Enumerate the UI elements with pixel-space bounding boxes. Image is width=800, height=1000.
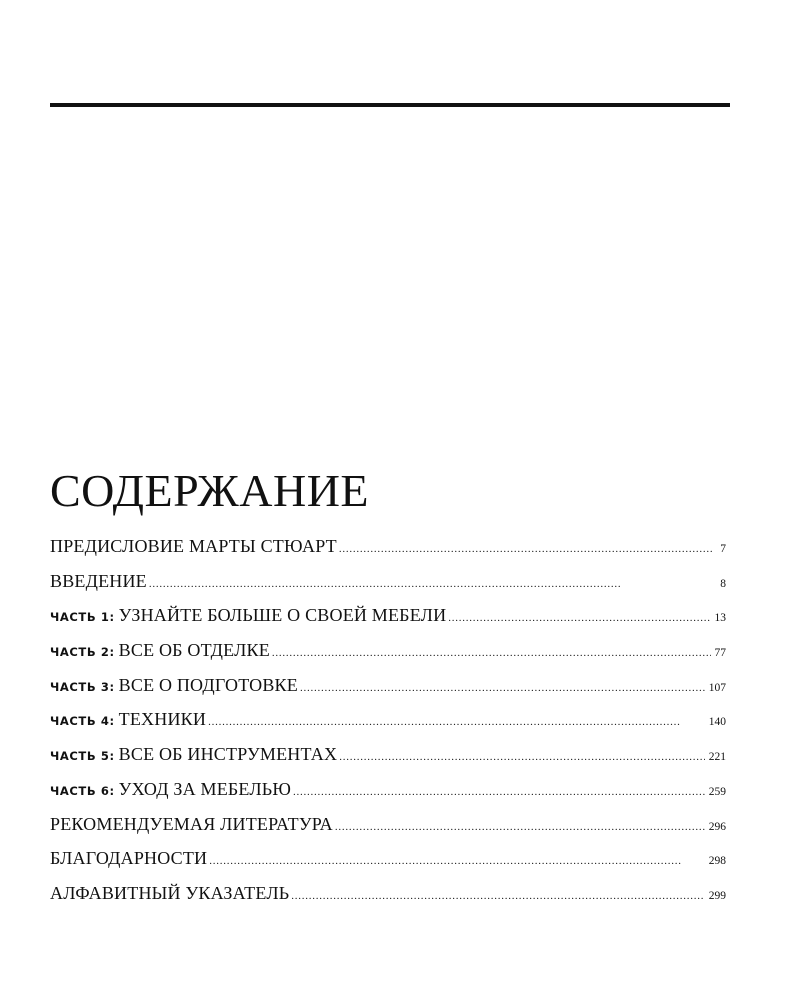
toc-page-number: 259 bbox=[708, 785, 726, 798]
toc-entry-title: РЕКОМЕНДУЕМАЯ ЛИТЕРАТУРА bbox=[50, 813, 333, 834]
dot-leader bbox=[272, 647, 711, 659]
toc-list bbox=[50, 536, 726, 918]
toc-entry-title: АЛФАВИТНЫЙ УКАЗАТЕЛЬ bbox=[50, 882, 290, 903]
dot-leader bbox=[335, 821, 705, 833]
toc-page-number: 140 bbox=[708, 716, 726, 729]
toc-page-number: 7 bbox=[720, 543, 726, 555]
toc-entry-title: ВСЕ ОБ ОТДЕЛКЕ bbox=[118, 640, 270, 661]
toc-entry-title: ВСЕ О ПОДГОТОВКЕ bbox=[118, 674, 298, 695]
toc-page-number: 299 bbox=[708, 889, 726, 902]
toc-page-number: 107 bbox=[708, 681, 726, 694]
toc-page-number: 298 bbox=[708, 855, 726, 868]
toc-page-number: 221 bbox=[708, 751, 726, 764]
top-rule bbox=[50, 103, 730, 107]
toc-entry-title: БЛАГОДАРНОСТИ bbox=[50, 848, 208, 869]
toc-page-number: 77 bbox=[714, 647, 726, 660]
dot-leader bbox=[339, 543, 712, 555]
toc-part-label: ЧАСТЬ 2: bbox=[50, 645, 115, 660]
dot-leader bbox=[209, 855, 704, 867]
toc-heading: СОДЕРЖАНИЕ bbox=[50, 465, 370, 516]
toc-entry[interactable] bbox=[50, 814, 726, 849]
toc-entry-title: ПРЕДИСЛОВИЕ МАРТЫ СТЮАРТ bbox=[50, 536, 337, 556]
toc-entry[interactable] bbox=[50, 536, 726, 571]
toc-entry[interactable] bbox=[50, 605, 726, 640]
toc-part-label: ЧАСТЬ 3: bbox=[50, 679, 115, 694]
toc-entry[interactable] bbox=[50, 848, 726, 883]
toc-entry-title: ТЕХНИКИ bbox=[118, 709, 207, 730]
toc-entry-title: ВВЕДЕНИЕ bbox=[50, 570, 147, 591]
toc-page-number: 296 bbox=[708, 820, 726, 833]
dot-leader bbox=[149, 578, 712, 590]
toc-entry-title: УХОД ЗА МЕБЕЛЬЮ bbox=[118, 778, 292, 799]
toc-entry[interactable] bbox=[50, 709, 726, 744]
toc-entry[interactable] bbox=[50, 744, 726, 779]
toc-entry[interactable] bbox=[50, 571, 726, 606]
toc-part-label: ЧАСТЬ 6: bbox=[50, 783, 115, 798]
toc-entry[interactable] bbox=[50, 883, 726, 918]
dot-leader bbox=[291, 890, 704, 902]
toc-page-number: 8 bbox=[720, 577, 726, 590]
toc-entry-title: ВСЕ ОБ ИНСТРУМЕНТАХ bbox=[118, 744, 338, 765]
toc-entry-title: УЗНАЙТЕ БОЛЬШЕ О СВОЕЙ МЕБЕЛИ bbox=[118, 605, 447, 626]
toc-part-label: ЧАСТЬ 1: bbox=[50, 610, 115, 625]
dot-leader bbox=[208, 716, 705, 728]
toc-entry[interactable] bbox=[50, 779, 726, 814]
dot-leader bbox=[300, 682, 705, 694]
toc-entry[interactable] bbox=[50, 640, 726, 675]
dot-leader bbox=[339, 751, 705, 763]
toc-part-label: ЧАСТЬ 4: bbox=[50, 714, 115, 729]
toc-page-number: 13 bbox=[714, 612, 726, 625]
dot-leader bbox=[448, 612, 710, 624]
toc-entry[interactable] bbox=[50, 675, 726, 710]
dot-leader bbox=[293, 786, 705, 798]
toc-part-label: ЧАСТЬ 5: bbox=[50, 749, 115, 764]
